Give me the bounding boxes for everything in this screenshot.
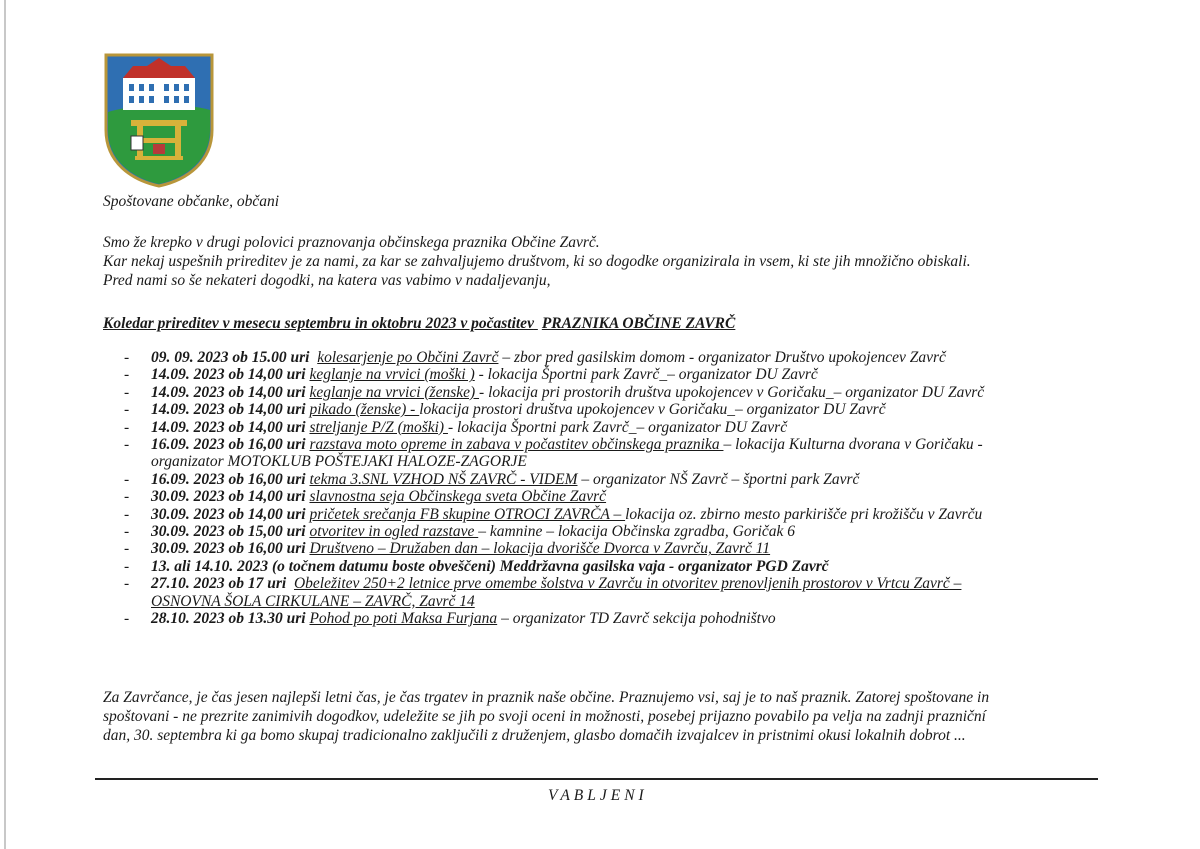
calendar-heading-caps: PRAZNIKA OBČINE ZAVRČ [541, 315, 736, 332]
coat-of-arms-icon [103, 52, 215, 188]
footer-invitation: VABLJENI [548, 787, 648, 804]
intro-line: Smo že krepko v drugi polovici praznovanja občinskega praznika Občine Zavrč. [103, 234, 600, 251]
event-item: - 14.09. 2023 ob 14,00 uri streljanje P/Z (moški) - lokacija Športni park Zavrč_– organizator DU Zavrč [124, 418, 788, 436]
event-list [118, 349, 1118, 628]
event-item: - 09. 09. 2023 ob 15.00 uri kolesarjenje po Občini Zavrč – zbor pred gasilskim domom - organizator Društvo upokojencev Zavrč [124, 349, 946, 366]
event-item: - 13. ali 14.10. 2023 (o točnem datumu boste obveščeni) Meddržavna gasilska vaja - organizator PGD Zavrč [124, 557, 829, 575]
event-item: - 30.09. 2023 ob 14,00 uri pričetek srečanja FB skupine OTROCI ZAVRČA – lokacija oz. zbirno mesto parkirišče pri krožišču v Zavrču [124, 505, 983, 523]
event-item: - 30.09. 2023 ob 14,00 uri slavnostna seja Občinskega sveta Občine Zavrč [124, 488, 607, 506]
intro-line: Pred nami so še nekateri dogodki, na katera vas vabimo v nadaljevanju, [103, 272, 551, 289]
event-item: - 14.09. 2023 ob 14,00 uri pikado (ženske) - lokacija prostori društva upokojencev v Goričaku_– organizator DU Zavrč [124, 401, 886, 419]
event-item: - 28.10. 2023 ob 13.30 uri Pohod po poti Maksa Furjana – organizator TD Zavrč sekcija pohodništvo [124, 610, 776, 628]
calendar-heading [103, 315, 735, 333]
closing-line: Za Zavrčance, je čas jesen najlepši letni čas, je čas trgatev in praznik naše občine. Praznujemo vsi, saj je to naš praznik. Zatorej spoštovane in [103, 689, 990, 706]
footer-divider [95, 778, 1098, 780]
event-item: - 16.09. 2023 ob 16,00 uri tekma 3.SNL VZHOD NŠ ZAVRČ - VIDEM – organizator NŠ Zavrč – športni park Zavrč [124, 470, 860, 488]
event-item: - 16.09. 2023 ob 16,00 uri razstava moto opreme in zabava v počastitev občinskega praznika – lokacija Kulturna dvorana v Goričaku - organizator MOTOKLUB POŠTEJAKI HALOZE-ZAGORJE [124, 436, 983, 471]
scan-edge [4, 0, 6, 849]
closing-paragraph [103, 688, 1103, 745]
greeting: Spoštovane občanke, občani [103, 193, 280, 210]
event-item: - 30.09. 2023 ob 16,00 uri Društveno – Družaben dan – lokacija dvorišče Dvorca v Zavrču, Zavrč 11 [124, 540, 771, 558]
event-item: - 30.09. 2023 ob 15,00 uri otvoritev in ogled razstave – kamnine – lokacija Občinska zgradba, Goričak 6 [124, 523, 796, 541]
calendar-heading-text: Koledar prireditev v mesecu septembru in oktobru 2023 v počastitev [103, 315, 534, 332]
closing-line: spoštovani - ne prezrite zanimivih dogodkov, udeležite se jih po svoji oceni in možnosti, posebej prijazno povabilo pa velja na zadnji prazniční [103, 708, 986, 725]
intro-paragraph [103, 234, 971, 291]
event-item: - 14.09. 2023 ob 14,00 uri keglanje na vrvici (ženske) - lokacija pri prostorih društva upokojencev v Goričaku_– organizator DU Zavrč [124, 383, 985, 401]
event-item: - 14.09. 2023 ob 14,00 uri keglanje na vrvici (moški ) - lokacija Športni park Zavrč_– organizator DU Zavrč [124, 366, 818, 384]
event-item: - 27.10. 2023 ob 17 uri Obeležitev 250+2 letnice prve omembe šolstva v Zavrču in otvoritev prenovljenih prostorov v Vrtcu Zavrč – OSNOVNA ŠOLA CIRKULANE – ZAVRČ, Zavrč 14 [124, 575, 962, 610]
intro-line: Kar nekaj uspešnih prireditev je za nami, za kar se zahvaljujemo društvom, ki so dogodke organizirala in vsem, ki ste jih množično obiskali. [103, 253, 971, 270]
closing-line: dan, 30. septembra ki ga bomo skupaj tradicionalno zaključili z druženjem, glasbo domačih izvajalcev in pristnimi okusi lokalnih dobrot ... [103, 727, 966, 744]
